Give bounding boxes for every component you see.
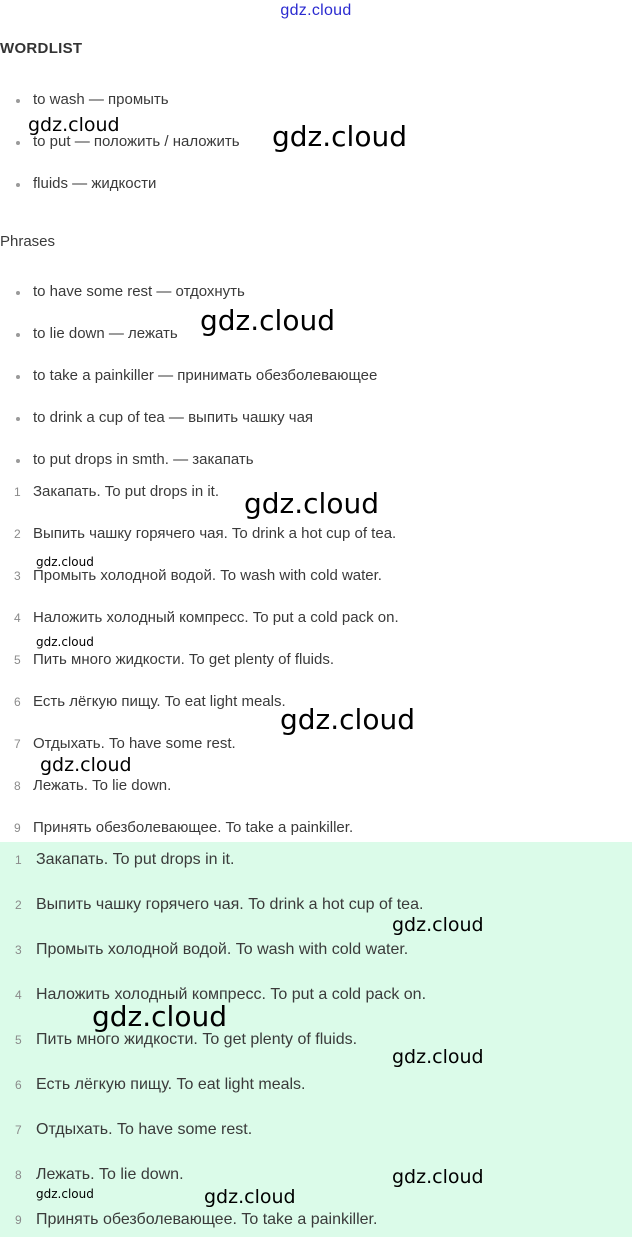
top-watermark: gdz.cloud: [280, 2, 352, 19]
sentence-number: 4: [14, 611, 21, 625]
watermark: gdz.cloud: [36, 635, 94, 649]
watermark: gdz.cloud: [36, 1187, 94, 1201]
answer-text: Закапать. To put drops in it.: [36, 851, 235, 868]
watermark: gdz.cloud: [272, 120, 407, 153]
watermark: gdz.cloud: [40, 754, 132, 776]
wordlist: [0, 91, 240, 217]
phrase-item: to drink a cup of tea — выпить чашку чая: [0, 409, 377, 451]
answer-number: 5: [15, 1033, 22, 1047]
watermark: gdz.cloud: [204, 1186, 296, 1208]
answer-text: Принять обезболевающее. To take a painkiller.: [36, 1211, 378, 1228]
watermark: gdz.cloud: [392, 914, 484, 936]
answer-text: Промыть холодной водой. To wash with cold water.: [36, 941, 409, 958]
sentence-text: Выпить чашку горячего чая. To drink a hot cup of tea.: [33, 525, 397, 542]
sentence-text: Лежать. To lie down.: [33, 777, 172, 794]
answer-number: 6: [15, 1078, 22, 1092]
answer-text: Отдыхать. To have some rest.: [36, 1121, 253, 1138]
answer-number: 8: [15, 1168, 22, 1182]
sentence-text: Есть лёгкую пищу. To eat light meals.: [33, 693, 286, 710]
sentence-text: Наложить холодный компресс. To put a cold pack on.: [33, 609, 399, 626]
watermark: gdz.cloud: [200, 304, 335, 337]
wordlist-item: to wash — промыть: [0, 91, 240, 133]
sentence-number: 5: [14, 653, 21, 667]
sentence-text: Принять обезболевающее. To take a painkiller.: [33, 819, 354, 836]
watermark: gdz.cloud: [92, 1000, 227, 1033]
sentence-text: Закапать. To put drops in it.: [33, 483, 220, 500]
wordlist-heading: WORDLIST: [0, 40, 83, 57]
phrase-item: to put drops in smth. — закапать: [0, 451, 377, 493]
phrase-item: to take a painkiller — принимать обезболевающее: [0, 367, 377, 409]
sentence-text: Пить много жидкости. To get plenty of fluids.: [33, 651, 335, 668]
watermark: gdz.cloud: [280, 703, 415, 736]
sentence-text: Отдыхать. To have some rest.: [33, 735, 236, 752]
answer-text: Наложить холодный компресс. To put a cold pack on.: [36, 986, 427, 1003]
sentence-number: 1: [14, 485, 21, 499]
watermark: gdz.cloud: [392, 1166, 484, 1188]
watermark: gdz.cloud: [28, 114, 120, 136]
answer-text: Выпить чашку горячего чая. To drink a hot cup of tea.: [36, 896, 424, 913]
sentence-number: 6: [14, 695, 21, 709]
answer-number: 4: [15, 988, 22, 1002]
phrases-heading: Phrases: [0, 233, 56, 250]
sentence-text: Промыть холодной водой. To wash with cold water.: [33, 567, 382, 584]
wordlist-item: fluids — жидкости: [0, 175, 240, 217]
sentence-number: 7: [14, 737, 21, 751]
answer-number: 1: [15, 853, 22, 867]
phrase-item: to lie down — лежать: [0, 325, 377, 367]
answer-number: 2: [15, 898, 22, 912]
phrase-item: to have some rest — отдохнуть: [0, 283, 377, 325]
sentence-number: 8: [14, 779, 21, 793]
watermark: gdz.cloud: [244, 487, 379, 520]
answer-text: Пить много жидкости. To get plenty of fluids.: [36, 1031, 358, 1048]
answer-number: 9: [15, 1213, 22, 1227]
watermark: gdz.cloud: [36, 555, 94, 569]
sentence-number: 2: [14, 527, 21, 541]
wordlist-item: to put — положить / наложить: [0, 133, 240, 175]
sentence-number: 3: [14, 569, 21, 583]
sentence-number: 9: [14, 821, 21, 835]
answer-text: Есть лёгкую пищу. To eat light meals.: [36, 1076, 306, 1093]
answer-text: Лежать. To lie down.: [36, 1166, 184, 1183]
watermark: gdz.cloud: [392, 1046, 484, 1068]
answer-number: 3: [15, 943, 22, 957]
answer-number: 7: [15, 1123, 22, 1137]
